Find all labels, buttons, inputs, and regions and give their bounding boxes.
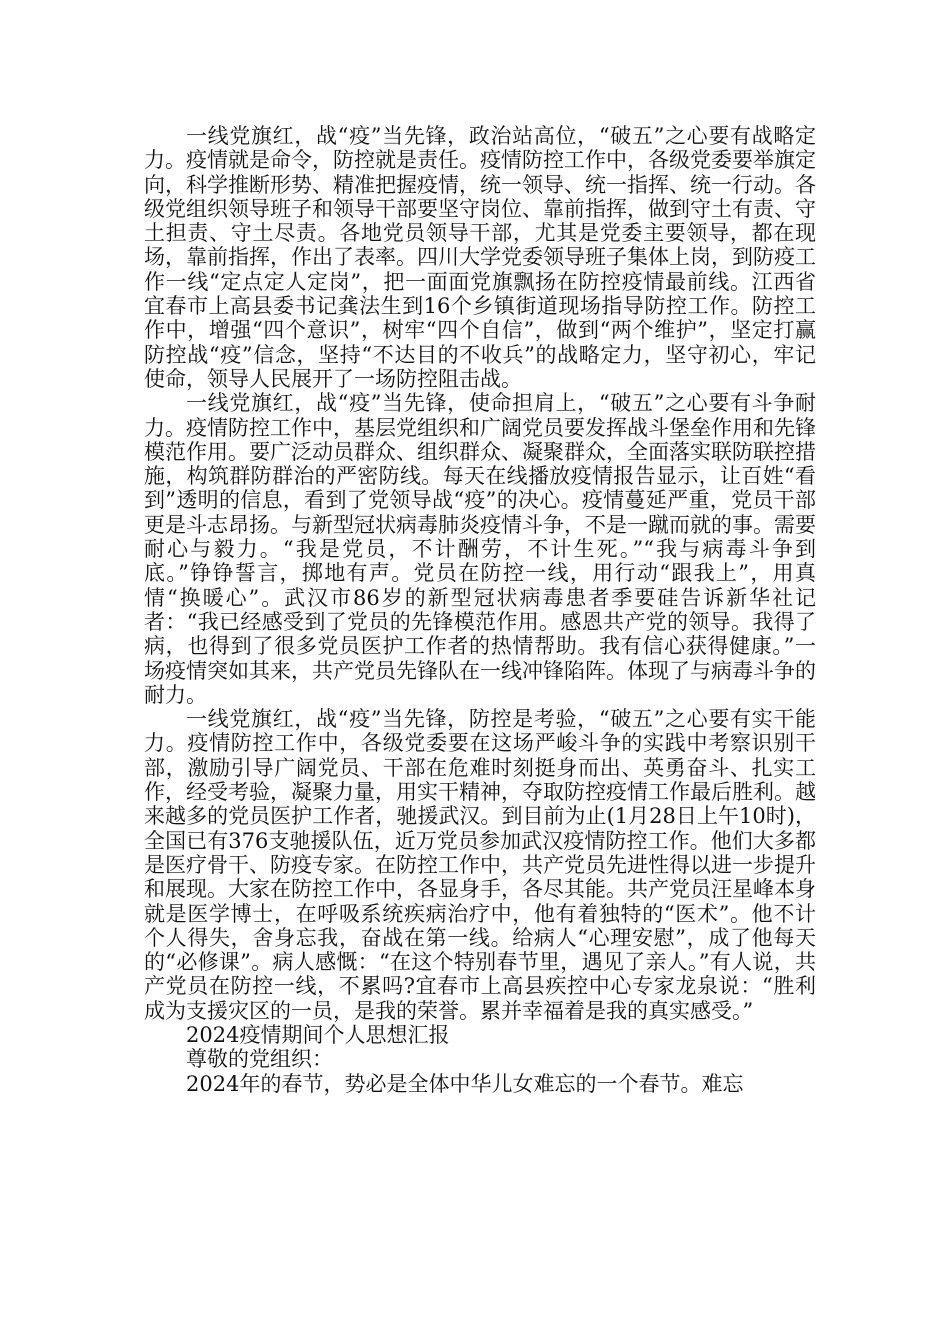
paragraph-1: 一线党旗红，战“疫”当先锋，政治站高位，“破五”之心要有战略定力。疫情就是命令，防控就是责任。疫情防控工作中，各级党委要举旗定向，科学推断形势、精准把握疫情，统一领导、统一指挥、统一行动。各级党组织领导班子和领导干部要坚守岗位、靠前指挥，做到守土有责、守土担责、守土尽责。各地党员领导干部，尤其是党委主要领导，都在现场，靠前指挥，作出了表率。四川大学党委领导班子集体上岗，到防疫工作一线“定点定人定岗”，把一面面党旗飘扬在防控疫情最前线。江西省宜春市上高县委书记龚法生到16个乡镇街道现场指导防控工作。防控工作中，增强“四个意识”，树牢“四个自信”，做到“两个维护”，坚定打赢防控战“疫”信念，坚持“不达目的不收兵”的战略定力，坚守初心，牢记使命，领导人民展开了一场防控阻击战。: [144, 124, 816, 391]
paragraph-4: 2024年的春节，势必是全体中华儿女难忘的一个春节。难忘: [186, 1071, 744, 1096]
document-body: [144, 124, 816, 1096]
paragraph-2: 一线党旗红，战“疫”当先锋，使命担肩上，“破五”之心要有斗争耐力。疫情防控工作中，基层党组织和广阔党员要发挥战斗堡垒作用和先锋模范作用。要广泛动员群众、组织群众、凝聚群众，全面落实联防联控措施，构筑群防群治的严密防线。每天在线播放疫情报告显示，让百姓“看到”透明的信息，看到了党领导战“疫”的决心。疫情蔓延严重，党员干部更是斗志昂扬。与新型冠状病毒肺炎疫情斗争，不是一蹴而就的事。需要耐心与毅力。“我是党员，不计酬劳，不计生死。”“我与病毒斗争到底。”铮铮誓言，掷地有声。党员在防控一线，用行动“跟我上”，用真情“换暖心”。武汉市86岁的新型冠状病毒患者季要硅告诉新华社记者：“我已经感受到了党员的先锋模范作用。感恩共产党的领导。我得了病，也得到了很多党员医护工作者的热情帮助。我有信心获得健康。”一场疫情突如其来，共产党员先锋队在一线冲锋陷阵。体现了与病毒斗争的耐力。: [144, 391, 816, 707]
paragraph-3: 一线党旗红，战“疫”当先锋，防控是考验，“破五”之心要有实干能力。疫情防控工作中，各级党委要在这场严峻斗争的实践中考察识别干部，激励引导广阔党员、干部在危难时刻挺身而出、英勇奋斗、扎实工作，经受考验，凝聚力量，用实干精神，夺取防控疫情工作最后胜利。越来越多的党员医护工作者，驰援武汉。到目前为止(1月28日上午10时)，全国已有376支驰援队伍，近万党员参加武汉疫情防控工作。他们大多都是医疗骨干、防疫专家。在防控工作中，共产党员先进性得以进一步提升和展现。大家在防控工作中，各显身手，各尽其能。共产党员汪星峰本身就是医学博士，在呼吸系统疾病治疗中，他有着独特的“医术”。他不计个人得失，舍身忘我，奋战在第一线。给病人“心理安慰”，成了他每天的“必修课”。病人感慨：“在这个特别春节里，遇见了亲人。”有人说，共产党员在防控一线，不累吗?宜春市上高县疾控中心专家龙泉说：“胜利成为支援灾区的一员，是我的荣誉。累并幸福着是我的真实感受。”: [144, 707, 816, 1023]
salutation: 尊敬的党组织：: [186, 1047, 333, 1072]
report-title: 2024疫情期间个人思想汇报: [186, 1022, 450, 1047]
